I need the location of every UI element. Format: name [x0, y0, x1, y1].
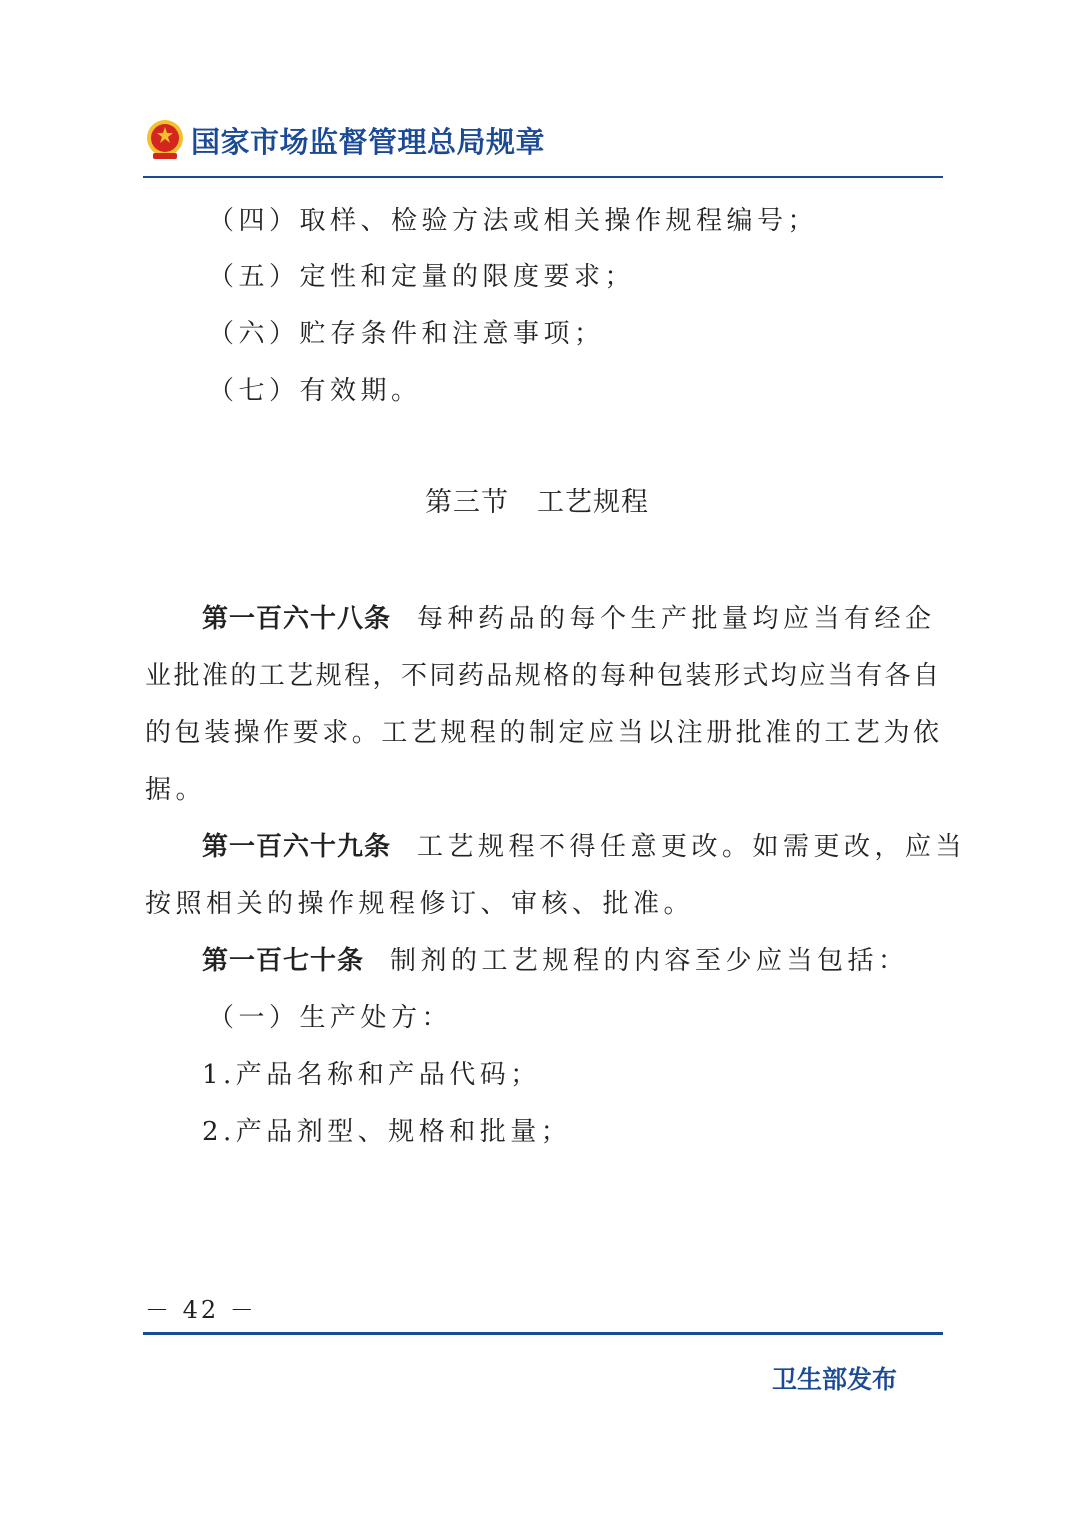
article-168-line-2: 业批准的工艺规程，不同药品规格的每种包装形式均应当有各自 — [145, 661, 941, 691]
list-item: 1.产品名称和产品代码； — [202, 1060, 541, 1090]
article-169-text: 工艺规程不得任意更改。如需更改，应当 — [417, 832, 967, 862]
article-170-text: 制剂的工艺规程的内容至少应当包括： — [390, 946, 909, 976]
header-title: 国家市场监督管理总局规章 — [191, 125, 546, 159]
article-169-label: 第一百六十九条 — [202, 832, 392, 862]
article-168-text: 每种药品的每个生产批量均应当有经企 — [417, 604, 936, 634]
article-168-line-1 — [202, 598, 936, 635]
footer-divider — [143, 1332, 943, 1335]
national-emblem-icon — [145, 118, 185, 162]
page-number: － 42 － — [145, 1296, 257, 1324]
section-title: 第三节 工艺规程 — [425, 487, 649, 518]
list-item: （五）定性和定量的限度要求； — [208, 262, 636, 292]
header-divider — [143, 176, 943, 178]
article-168-label: 第一百六十八条 — [202, 604, 392, 634]
article-169-line-1 — [202, 826, 966, 863]
article-170-line-1 — [202, 940, 909, 977]
article-168-line-4: 据。 — [145, 775, 207, 805]
article-170-label: 第一百七十条 — [202, 946, 365, 976]
list-item: （一）生产处方： — [208, 1003, 453, 1033]
list-item: （四）取样、检验方法或相关操作规程编号； — [208, 206, 819, 236]
article-169-line-2: 按照相关的操作规程修订、审核、批准。 — [145, 889, 695, 919]
list-item: （六）贮存条件和注意事项； — [208, 319, 605, 349]
publisher-label: 卫生部发布 — [772, 1365, 898, 1394]
article-168-line-3: 的包装操作要求。工艺规程的制定应当以注册批准的工艺为依 — [145, 718, 941, 748]
page-header — [143, 112, 943, 180]
list-item: 2.产品剂型、规格和批量； — [202, 1117, 572, 1147]
list-item: （七）有效期。 — [208, 376, 422, 406]
